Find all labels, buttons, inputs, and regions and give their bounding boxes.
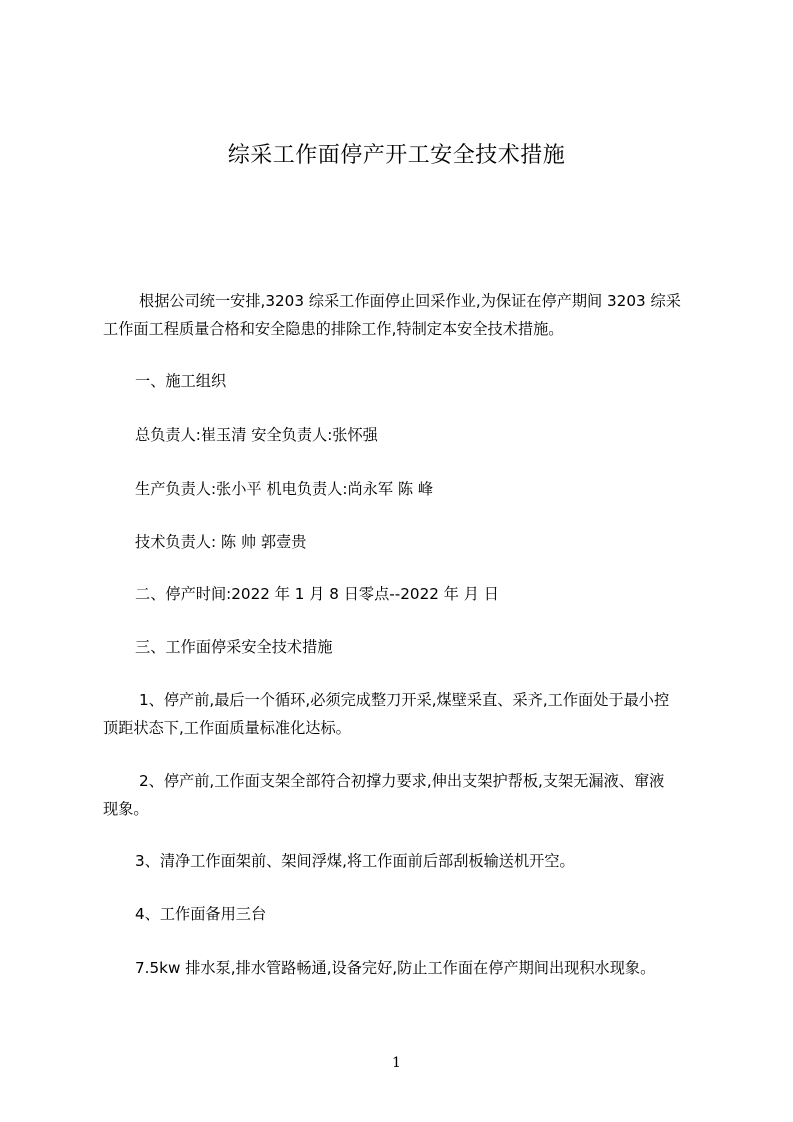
item-3: 3、清净工作面架前、架间浮煤,将工作面前后部刮板输送机开空。 [135,852,575,870]
document-title: 综采工作面停产开工安全技术措施 [227,143,566,168]
org-line-2: 生产负责人:张小平 机电负责人:尚永军 陈 峰 [135,480,434,498]
item-1-line-2: 顶距状态下,工作面质量标准化达标。 [103,719,351,737]
item-2-line-1: 2、停产前,工作面支架全部符合初撑力要求,伸出支架护帮板,支架无漏液、窜液 [139,772,665,790]
intro-line-2: 工作面工程质量合格和安全隐患的排除工作,特制定本安全技术措施。 [103,320,564,338]
section-2-heading: 二、停产时间:2022 年 1 月 8 日零点--2022 年 月 日 [135,585,499,603]
item-1-line-1: 1、停产前,最后一个循环,必须完成整刀开采,煤壁采直、采齐,工作面处于最小控 [139,691,670,709]
section-1-heading: 一、施工组织 [135,372,227,390]
org-line-3: 技术负责人: 陈 帅 郭壹贵 [135,533,307,551]
item-5: 7.5kw 排水泵,排水管路畅通,设备完好,防止工作面在停产期间出现积水现象。 [135,959,656,977]
org-line-1: 总负责人:崔玉清 安全负责人:张怀强 [135,426,378,444]
item-2-line-2: 现象。 [103,800,149,818]
item-4: 4、工作面备用三台 [135,905,267,923]
intro-line-1: 根据公司统一安排,3203 综采工作面停止回采作业,为保证在停产期间 3203 综采 [139,292,681,310]
page-number: 1 [392,1055,401,1071]
section-3-heading: 三、工作面停采安全技术措施 [135,638,333,656]
